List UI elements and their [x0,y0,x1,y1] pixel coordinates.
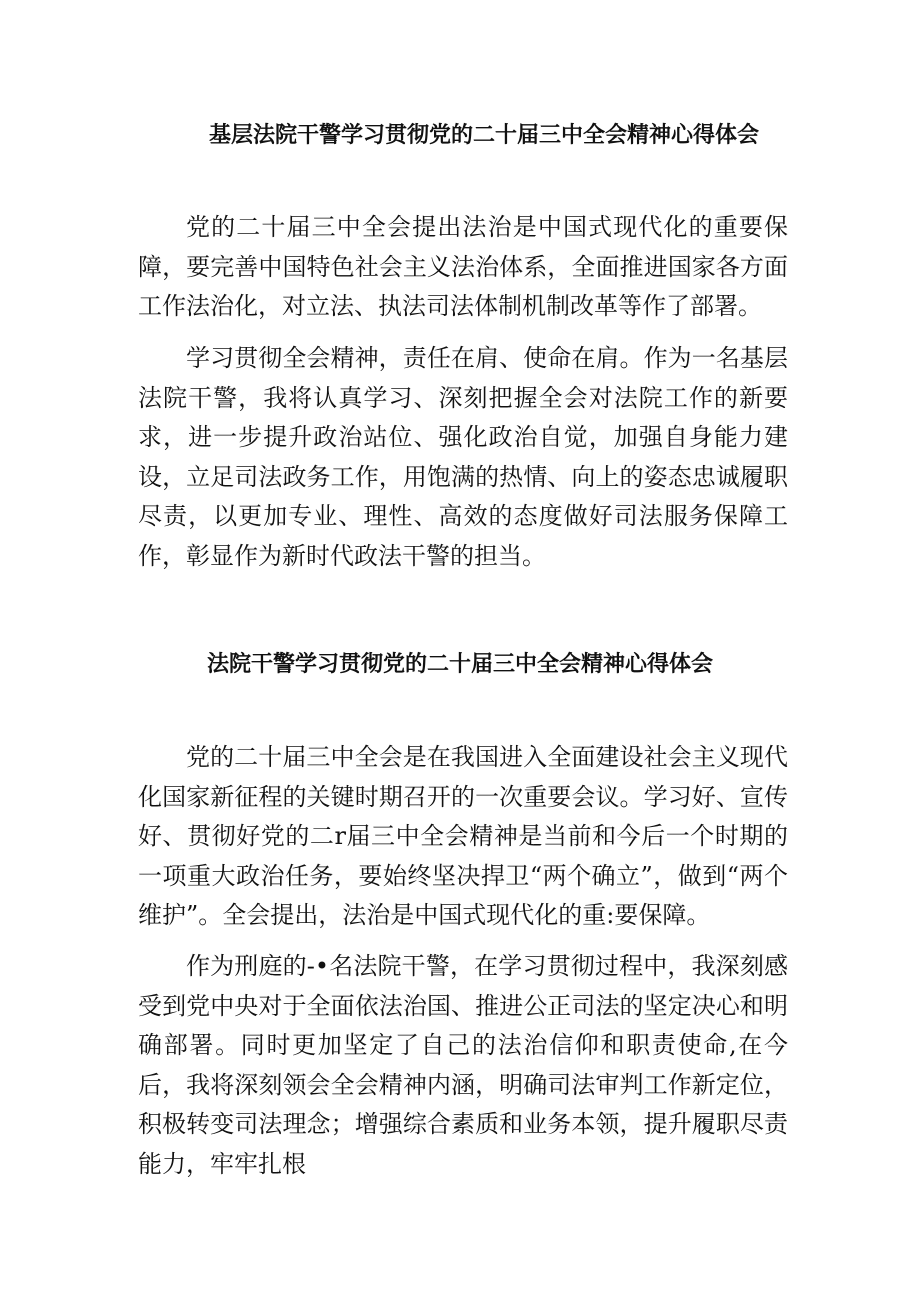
article-1-paragraph-2: 学习贯彻全会精神，责任在肩、使命在肩。作为一名基层法院干警，我将认真学习、深刻把握全会对法院工作的新要求，进一步提升政治站位、强化政治自觉，加强自身能力建设，立足司法政务工作，用饱满的热情、向上的姿态忠诚履职尽责，以更加专业、理性、高效的态度做好司法服务保障工作，彰显作为新时代政法干警的担当。 [138,344,788,570]
article-1-title: 基层法院干警学习贯彻党的二十届三中全会精神心得体会 [208,123,759,148]
article-1-paragraph-1: 党的二十届三中全会提出法治是中国式现代化的重要保障，要完善中国特色社会主义法治体系，全面推进国家各方面工作法治化，对立法、执法司法体制机制改革等作了部署。 [138,213,788,320]
article-2-title: 法院干警学习贯彻党的二十届三中全会精神心得体会 [206,652,713,677]
article-2-paragraph-1: 党的二十届三中全会是在我国进入全面建设社会主义现代化国家新征程的关键时期召开的一次重要会议。学习好、宣传好、贯彻好党的二r届三中全会精神是当前和今后一个时期的一项重大政治任务，要始终坚决捍卫“两个确立”，做到“两个维护”。全会提出，法治是中国式现代化的重:要保障。 [138,743,788,929]
article-2-paragraph-2: 作为刑庭的-•名法院干警，在学习贯彻过程中，我深刻感受到党中央对于全面依法治国、推进公正司法的坚定决心和明确部署。同时更加坚定了自己的法治信仰和职责使命,在今后，我将深刻领会全会精神内涵，明确司法审判工作新定位，积极转变司法理念；增强综合素质和业务本领，提升履职尽责能力，牢牢扎根 [138,952,788,1178]
